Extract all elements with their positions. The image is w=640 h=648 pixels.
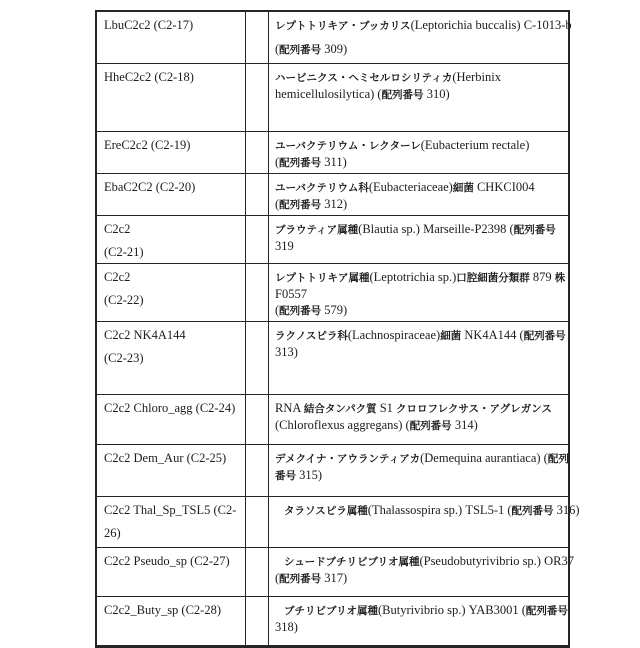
- ortholog-name-line: LbuC2c2 (C2-17): [104, 18, 194, 32]
- organism-source-cell: [269, 547, 574, 596]
- ortholog-name-cell: [96, 11, 246, 63]
- organism-source-line: (配列番号 317): [275, 570, 348, 585]
- japanese-text-run: 配列番号: [279, 44, 322, 56]
- ortholog-name-line: C2c2 Dem_Aur (C2-25): [104, 450, 227, 465]
- ortholog-name-cell: [96, 394, 246, 444]
- organism-source-line: F0557: [275, 286, 307, 301]
- table-row: [96, 444, 569, 496]
- ortholog-name-cell: [96, 263, 246, 321]
- organism-source-line: ブチリビブリオ属種(Butyrivibrio sp.) YAB3001 (配列番号: [284, 602, 568, 617]
- japanese-text-run: 配列番号: [279, 198, 322, 211]
- ortholog-name-line: (C2-23): [104, 350, 144, 365]
- japanese-text-run: 配列番号: [513, 223, 556, 236]
- spacer-cell: [246, 547, 269, 596]
- organism-source-line: (配列番号 312): [275, 196, 348, 211]
- ortholog-name-cell: [96, 596, 246, 646]
- japanese-text-run: ブラウティア属種: [275, 223, 359, 236]
- ortholog-name-line: C2c2: [104, 221, 131, 236]
- organism-source-line: (配列番号 311): [275, 154, 347, 169]
- japanese-text-run: 株: [554, 271, 566, 284]
- japanese-text-run: 細菌: [452, 181, 474, 194]
- japanese-text-run: レプトトリキア・ブッカリス: [275, 20, 411, 32]
- table-row: [96, 215, 569, 263]
- sequence-table-container: [95, 10, 580, 648]
- ortholog-name-line: C2c2 Thal_Sp_TSL5 (C2-: [104, 502, 237, 517]
- japanese-text-run: 結合タンパク質: [303, 402, 377, 415]
- japanese-text-run: 細菌: [440, 329, 462, 342]
- ortholog-name-cell: [96, 496, 246, 547]
- ortholog-name-line: 26): [104, 525, 121, 540]
- table-body: [96, 11, 580, 646]
- organism-source-line: RNA 結合タンパク質 S1 クロロフレクサス・アグレガンス: [275, 400, 552, 415]
- organism-source-line: レプトトリキア・ブッカリス(Leptorichia buccalis) C-1013-b: [275, 18, 572, 32]
- japanese-text-run: ハービニクス・ヘミセルロシリティカ: [275, 71, 453, 84]
- japanese-text-run: 配列番号: [525, 604, 568, 617]
- organism-source-cell: [269, 131, 570, 173]
- table-row: [96, 173, 569, 215]
- organism-source-line: シュードブチリビブリオ属種(Pseudobutyrivibrio sp.) OR37: [284, 553, 574, 568]
- japanese-text-run: クロロフレクサス・アグレガンス: [396, 402, 552, 415]
- table-row: [96, 11, 569, 63]
- ortholog-name-line: C2c2: [104, 269, 131, 284]
- spacer-cell: [246, 394, 269, 444]
- c2c2-ortholog-table: [95, 10, 580, 648]
- ortholog-name-line: C2c2 Chloro_agg (C2-24): [104, 400, 236, 415]
- organism-source-line: ブラウティア属種(Blautia sp.) Marseille-P2398 (配列番号: [275, 221, 556, 236]
- ortholog-name-line: C2c2 Pseudo_sp (C2-27): [104, 553, 230, 568]
- japanese-text-run: ブチリビブリオ属種: [284, 604, 378, 617]
- ortholog-name-line: C2c2 NK4A144: [104, 327, 186, 342]
- spacer-cell: [246, 596, 269, 646]
- ortholog-name-cell: [96, 547, 246, 596]
- table-row: [96, 131, 569, 173]
- organism-source-line: 319: [275, 238, 294, 253]
- japanese-text-run: シュードブチリビブリオ属種: [284, 555, 420, 568]
- japanese-text-run: ユーバクテリウム・レクターレ: [275, 139, 421, 152]
- organism-source-line: ユーバクテリウム・レクターレ(Eubacterium rectale): [275, 137, 530, 152]
- ortholog-name-line: C2c2_Buty_sp (C2-28): [104, 602, 222, 617]
- organism-source-line: (配列番号 579): [275, 302, 348, 317]
- ortholog-name-cell: [96, 63, 246, 131]
- organism-source-line: (Chloroflexus aggregans) (配列番号 314): [275, 417, 478, 432]
- organism-source-line: (配列番号 309): [275, 42, 348, 56]
- table-row: [96, 394, 569, 444]
- ortholog-name-cell: [96, 173, 246, 215]
- organism-source-line: ラクノスピラ科(Lachnospiraceae)細菌 NK4A144 (配列番号: [275, 327, 566, 342]
- spacer-cell: [246, 321, 269, 394]
- organism-source-line: ハービニクス・ヘミセルロシリティカ(Herbinix: [275, 69, 501, 84]
- spacer-cell: [246, 444, 269, 496]
- ortholog-name-line: HheC2c2 (C2-18): [104, 69, 194, 84]
- spacer-cell: [246, 215, 269, 263]
- spacer-cell: [246, 263, 269, 321]
- japanese-text-run: 配列番号: [381, 88, 424, 101]
- spacer-cell: [246, 11, 269, 63]
- organism-source-cell: [269, 444, 570, 496]
- japanese-text-run: ラクノスピラ科: [275, 329, 348, 342]
- organism-source-cell: [269, 496, 580, 547]
- organism-source-line: タラソスピラ属種(Thalassospira sp.) TSL5-1 (配列番号 316): [284, 502, 580, 517]
- organism-source-cell: [269, 321, 570, 394]
- table-row: [96, 63, 569, 131]
- organism-source-line: hemicellulosilytica) (配列番号 310): [275, 86, 450, 101]
- japanese-text-run: デメクイナ・アウランティアカ: [275, 452, 421, 465]
- japanese-text-run: 配列番号: [409, 419, 452, 432]
- organism-source-line: 番号 315): [275, 467, 323, 482]
- organism-source-cell: [269, 263, 570, 321]
- spacer-cell: [246, 173, 269, 215]
- japanese-text-run: ユーバクテリウム科: [275, 181, 369, 194]
- organism-source-line: ユーバクテリウム科(Eubacteriaceae)細菌 CHKCI004: [275, 179, 535, 194]
- ortholog-name-line: EbaC2C2 (C2-20): [104, 179, 196, 194]
- table-row: [96, 596, 569, 646]
- spacer-cell: [246, 63, 269, 131]
- organism-source-cell: [269, 63, 570, 131]
- organism-source-cell: [269, 11, 570, 63]
- ortholog-name-cell: [96, 131, 246, 173]
- organism-source-line: レプトトリキア属種(Leptotrichia sp.)口腔細菌分類群 879 株: [275, 269, 566, 284]
- table-row: [96, 496, 569, 547]
- ortholog-name-cell: [96, 444, 246, 496]
- table-row: [96, 547, 569, 596]
- organism-source-line: 313): [275, 344, 298, 359]
- table-row: [96, 321, 569, 394]
- spacer-cell: [246, 131, 269, 173]
- japanese-text-run: レプトトリキア属種: [275, 271, 370, 284]
- organism-source-cell: [269, 173, 570, 215]
- japanese-text-run: 口腔細菌分類群: [456, 271, 530, 284]
- table-row: [96, 263, 569, 321]
- organism-source-line: デメクイナ・アウランティアカ(Demequina aurantiaca) (配列: [275, 450, 569, 465]
- ortholog-name-cell: [96, 215, 246, 263]
- japanese-text-run: 配列番号: [511, 504, 554, 517]
- japanese-text-run: 配列番号: [523, 329, 566, 342]
- organism-source-cell: [269, 394, 570, 444]
- japanese-text-run: 配列番号: [279, 304, 322, 317]
- organism-source-cell: [269, 215, 570, 263]
- japanese-text-run: 配列番号: [279, 156, 322, 169]
- ortholog-name-cell: [96, 321, 246, 394]
- organism-source-line: 318): [275, 619, 298, 634]
- organism-source-cell: [269, 596, 570, 646]
- japanese-text-run: 配列: [547, 452, 569, 465]
- spacer-cell: [246, 496, 269, 547]
- ortholog-name-line: (C2-21): [104, 244, 144, 259]
- japanese-text-run: 番号: [275, 469, 296, 482]
- ortholog-name-line: (C2-22): [104, 292, 144, 307]
- japanese-text-run: タラソスピラ属種: [284, 504, 368, 517]
- japanese-text-run: 配列番号: [279, 572, 322, 585]
- ortholog-name-line: EreC2c2 (C2-19): [104, 137, 191, 152]
